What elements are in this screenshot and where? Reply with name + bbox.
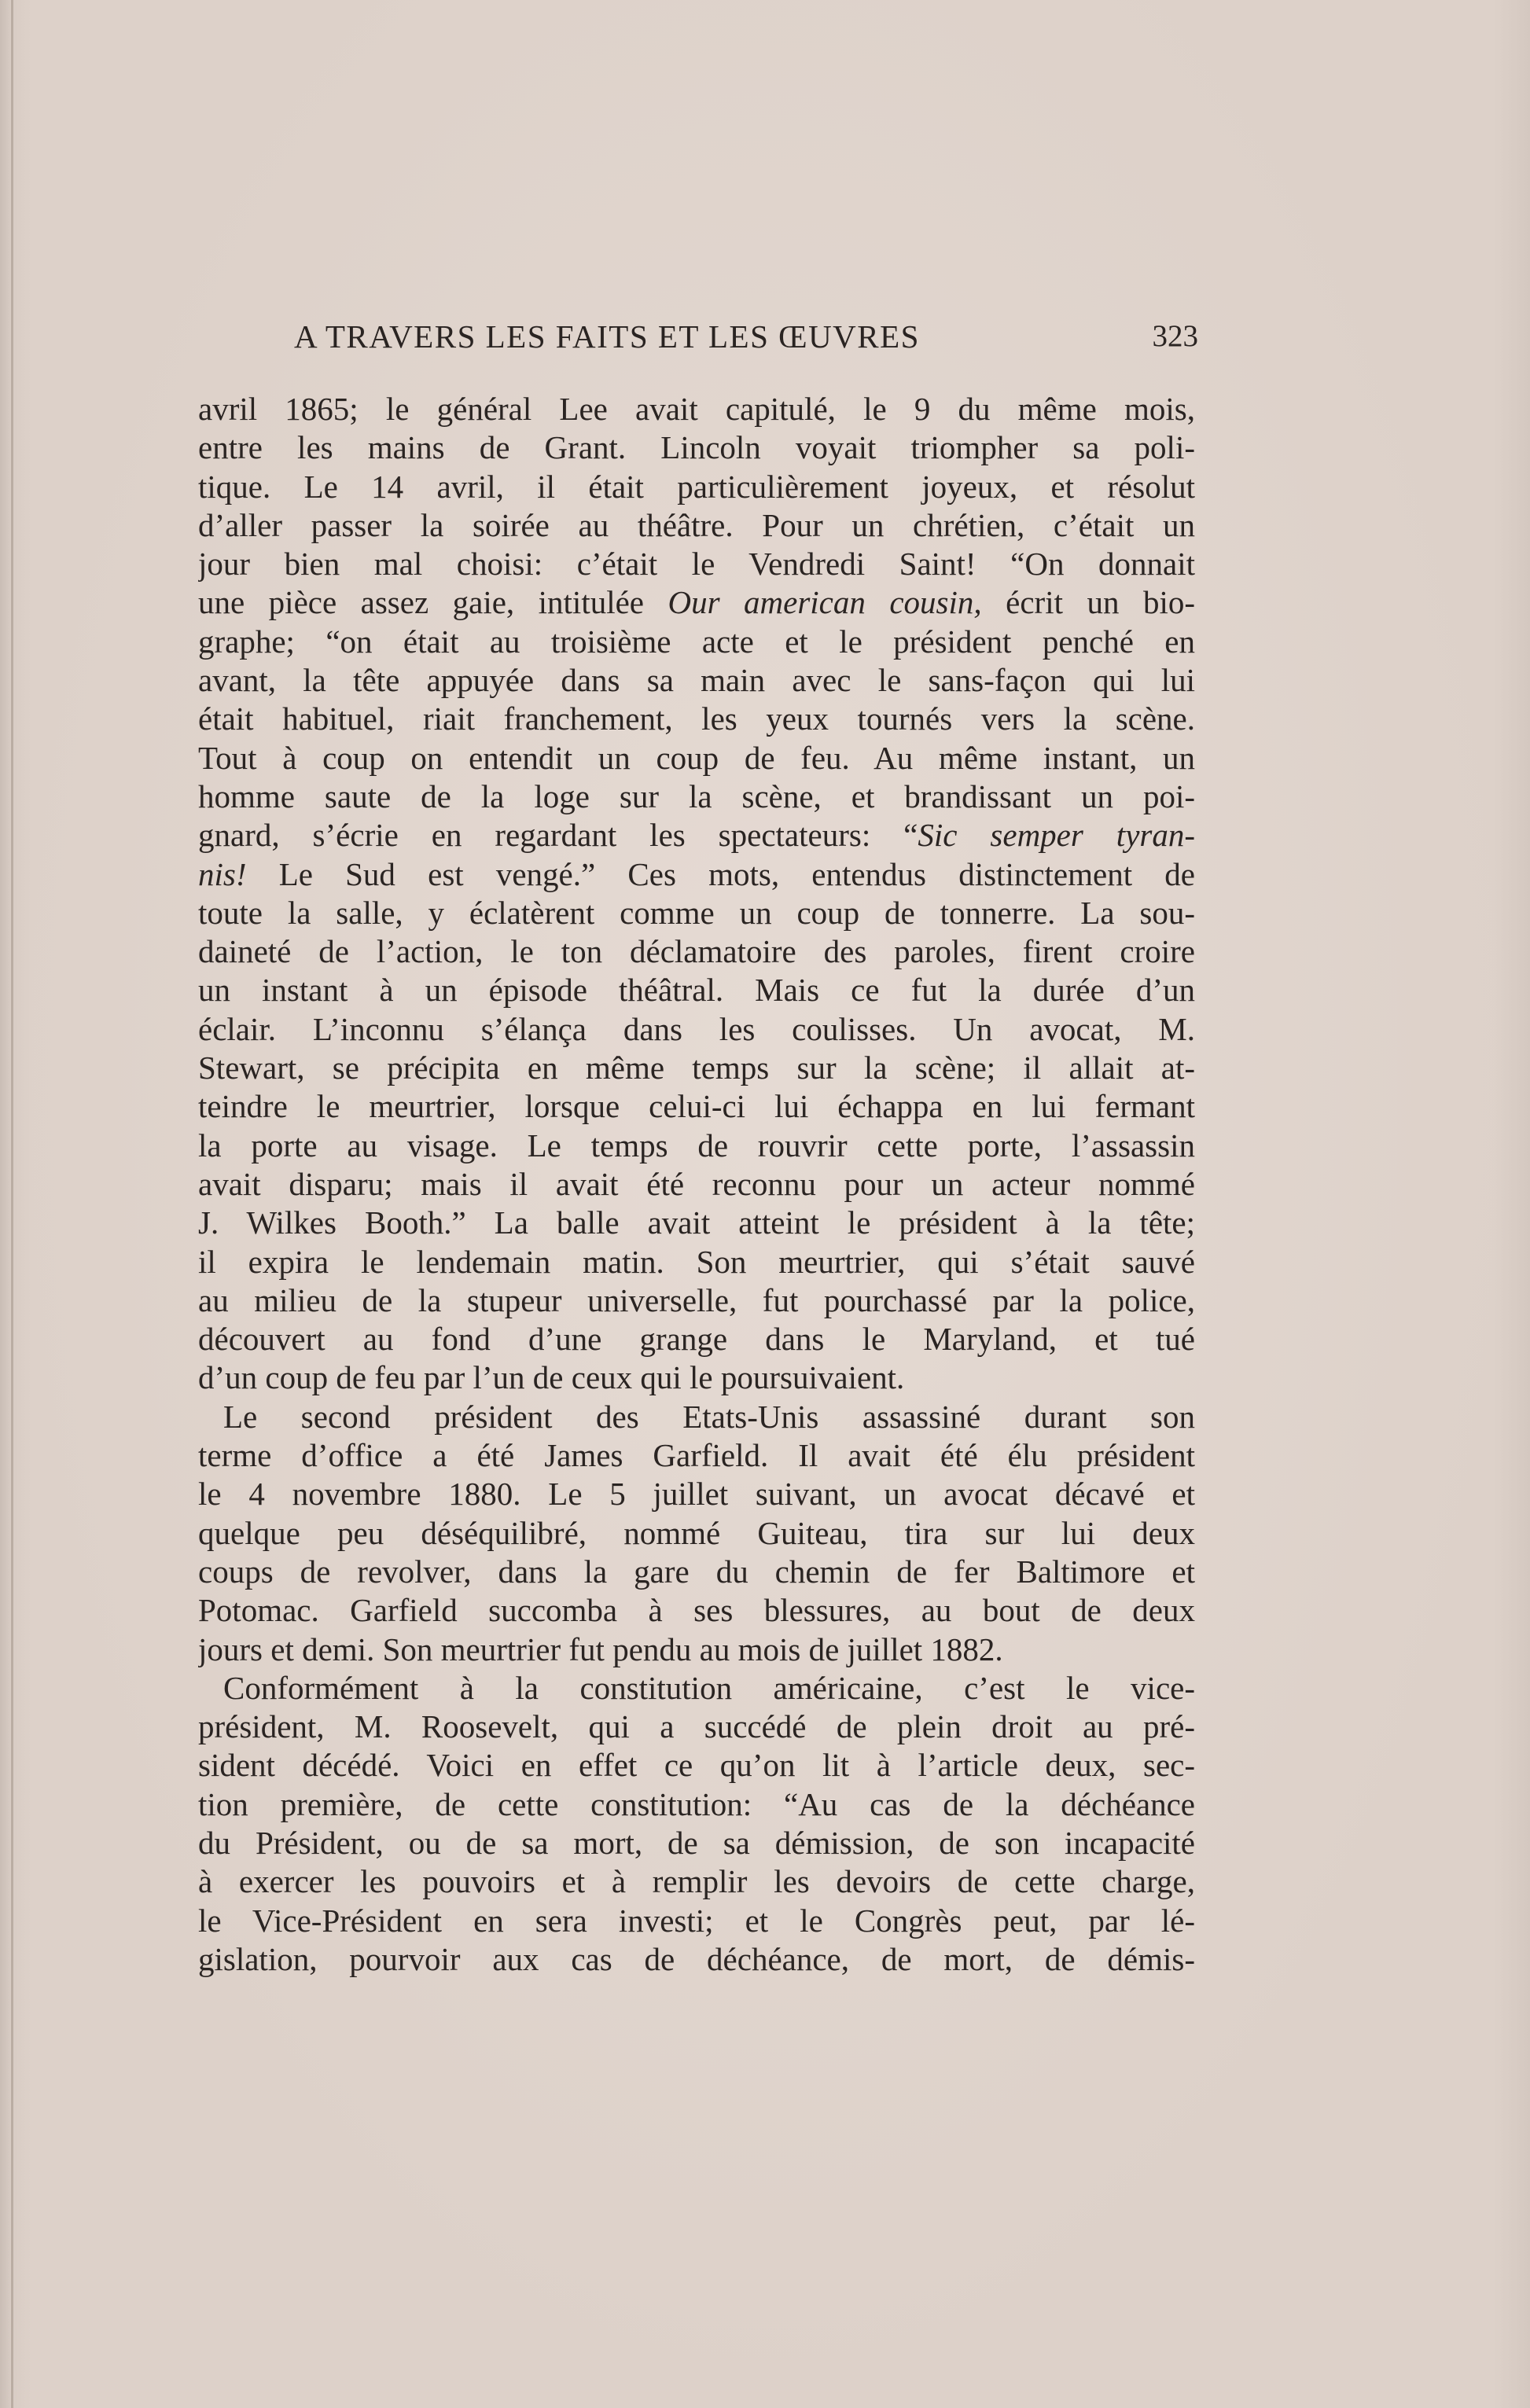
text-segment: Le Sud est vengé.” Ces mots, entendus distinctement de — [246, 855, 1195, 892]
text-line: Stewart, se précipita en même temps sur la scène; il allait at- — [198, 1050, 1195, 1086]
text-line: découvert au fond d’une grange dans le Maryland, et tué — [198, 1321, 1195, 1358]
text-line: avant, la tête appuyée dans sa main avec le sans-façon qui lui — [198, 662, 1195, 699]
text-line: graphe; “on était au troisième acte et le président penché en — [198, 623, 1195, 660]
text-line: était habituel, riait franchement, les yeux tournés vers la scène. — [198, 700, 1195, 737]
paragraph-last-line: jours et demi. Son meurtrier fut pendu au mois de juillet 1882. — [198, 1630, 1003, 1667]
text-line: il expira le lendemain matin. Son meurtrier, qui s’était sauvé — [198, 1243, 1195, 1280]
text-line: avril 1865; le général Lee avait capitulé, le 9 du même mois, — [198, 391, 1195, 427]
paragraph-first-line: Conformément à la constitution américaine, c’est le vice- — [223, 1669, 1195, 1706]
text-line: jour bien mal choisi: c’était le Vendredi Saint! “On donnait — [198, 546, 1195, 583]
text-line: éclair. L’inconnu s’élança dans les coulisses. Un avocat, M. — [198, 1010, 1195, 1047]
text-line: un instant à un épisode théâtral. Mais ce fut la durée d’un — [198, 972, 1195, 1009]
italic-title: Our american cousin, — [668, 584, 982, 621]
text-line: homme saute de la loge sur la scène, et brandissant un poi- — [198, 778, 1195, 814]
text-line: gislation, pourvoir aux cas de déchéance, de mort, de démis- — [198, 1940, 1195, 1977]
text-line: au milieu de la stupeur universelle, fut pourchassé par la police, — [198, 1281, 1195, 1318]
running-header — [294, 313, 1198, 360]
text-line: quelque peu déséquilibré, nommé Guiteau, tira sur lui deux — [198, 1514, 1195, 1551]
page-number: 323 — [1152, 319, 1198, 353]
page-gutter-edge — [11, 0, 13, 2408]
text-segment: une pièce assez gaie, intitulée — [198, 584, 668, 621]
text-line: Potomac. Garfield succomba à ses blessures, au bout de deux — [198, 1592, 1195, 1629]
text-line: teindre le meurtrier, lorsque celui-ci lui échappa en lui fermant — [198, 1088, 1195, 1125]
italic-quote: Sic semper tyran- — [918, 817, 1195, 854]
text-line — [198, 583, 1195, 622]
body-text — [198, 390, 1195, 1979]
text-line: du Président, ou de sa mort, de sa démission, de son incapacité — [198, 1824, 1195, 1861]
running-title: A TRAVERS LES FAITS ET LES ŒUVRES — [294, 318, 920, 355]
paragraph-first-line: Le second président des Etats-Unis assassiné durant son — [223, 1398, 1195, 1435]
text-line: président, M. Roosevelt, qui a succédé de plein droit au pré- — [198, 1708, 1195, 1745]
text-line: le Vice-Président en sera investi; et le Congrès peut, par lé- — [198, 1902, 1195, 1939]
text-line: daineté de l’action, le ton déclamatoire des paroles, firent croire — [198, 933, 1195, 970]
text-line: tion première, de cette constitution: “Au cas de la déchéance — [198, 1785, 1195, 1822]
text-line: d’aller passer la soirée au théâtre. Pour un chrétien, c’était un — [198, 506, 1195, 543]
text-line: tique. Le 14 avril, il était particulièrement joyeux, et résolut — [198, 468, 1195, 505]
text-line: J. Wilkes Booth.” La balle avait atteint le président à la tête; — [198, 1204, 1195, 1241]
italic-quote: nis! — [198, 855, 247, 892]
text-line — [198, 855, 1195, 894]
text-line: entre les mains de Grant. Lincoln voyait triompher sa poli- — [198, 429, 1195, 466]
text-line: toute la salle, y éclatèrent comme un coup de tonnerre. La sou- — [198, 894, 1195, 931]
text-line: le 4 novembre 1880. Le 5 juillet suivant, un avocat décavé et — [198, 1476, 1195, 1513]
text-segment: gnard, s’écrie en regardant les spectateurs: “ — [198, 817, 918, 854]
text-line: terme d’office a été James Garfield. Il avait été élu président — [198, 1437, 1195, 1474]
text-line — [198, 816, 1195, 855]
paragraph-last-line: d’un coup de feu par l’un de ceux qui le poursuivaient. — [198, 1359, 905, 1396]
text-line: coups de revolver, dans la gare du chemin de fer Baltimore et — [198, 1553, 1195, 1590]
text-line: avait disparu; mais il avait été reconnu pour un acteur nommé — [198, 1165, 1195, 1202]
text-line: Tout à coup on entendit un coup de feu. Au même instant, un — [198, 739, 1195, 776]
text-line: à exercer les pouvoirs et à remplir les devoirs de cette charge, — [198, 1863, 1195, 1900]
text-segment: écrit un bio- — [981, 584, 1195, 621]
text-line: sident décédé. Voici en effet ce qu’on lit à l’article deux, sec- — [198, 1747, 1195, 1784]
text-line: la porte au visage. Le temps de rouvrir cette porte, l’assassin — [198, 1127, 1195, 1164]
